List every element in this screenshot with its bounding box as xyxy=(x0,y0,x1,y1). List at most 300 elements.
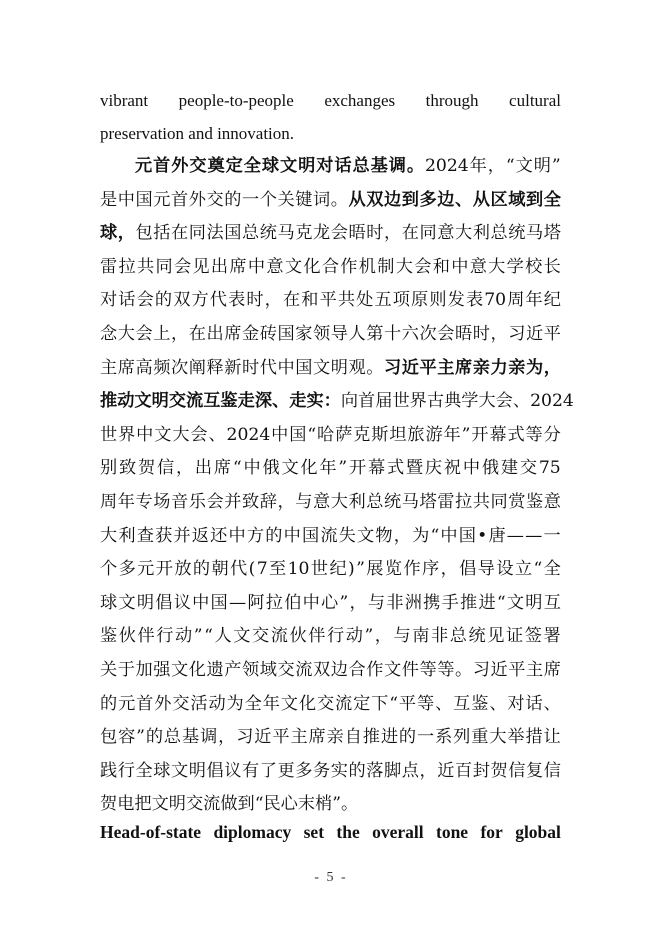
text-glyph: 文 xyxy=(171,660,189,680)
text-glyph: 是 xyxy=(100,189,118,210)
text-glyph: 大 xyxy=(455,223,473,244)
bold-glyph: 、 xyxy=(272,391,290,412)
text-glyph: 家 xyxy=(295,324,313,344)
text-glyph: 元 xyxy=(153,189,171,210)
text-glyph: 信 xyxy=(156,458,175,479)
text-glyph: 会 xyxy=(206,492,224,512)
text-glyph: 交 xyxy=(206,189,224,210)
text-glyph: 祝 xyxy=(443,458,462,479)
text-glyph: 时 xyxy=(366,223,384,244)
text-glyph: 关 xyxy=(277,189,295,210)
text-glyph: 一 xyxy=(543,525,561,546)
text-glyph: 全 xyxy=(543,559,561,580)
text-glyph: 交 xyxy=(316,693,335,714)
text-glyph: 双 xyxy=(173,290,191,311)
text-glyph: 鉴 xyxy=(471,693,489,714)
text-glyph: 马 xyxy=(526,223,544,244)
text-glyph: 国 xyxy=(458,525,476,546)
text-glyph: 2024 xyxy=(425,156,469,176)
text-glyph: 会 xyxy=(414,256,432,277)
bold-glyph: 近 xyxy=(401,357,419,378)
text-glyph: 马 xyxy=(277,223,295,244)
text-glyph: 系 xyxy=(435,727,453,748)
text-glyph: 话 xyxy=(525,693,543,714)
bold-glyph: 球 xyxy=(100,223,118,244)
text-glyph: 遗 xyxy=(206,660,224,680)
text-glyph: 出 xyxy=(194,458,213,479)
text-glyph: 幕 xyxy=(489,424,507,445)
text-glyph: 交 xyxy=(251,626,270,647)
text-glyph: 南 xyxy=(412,626,430,647)
bold-glyph: ： xyxy=(323,391,341,412)
text-glyph: 见 xyxy=(487,626,505,647)
text-glyph: 下 xyxy=(371,693,389,714)
text-glyph: 晤 xyxy=(348,223,366,244)
chinese-paragraph-line xyxy=(100,323,561,345)
text-glyph: 签 xyxy=(524,626,542,647)
text-glyph: 界 xyxy=(118,424,136,445)
text-glyph: 斯 xyxy=(371,424,389,445)
text-glyph: 推 xyxy=(362,727,380,748)
text-glyph: 举 xyxy=(507,727,525,748)
text-glyph: 平 xyxy=(543,324,561,344)
text-glyph: 六 xyxy=(401,324,419,344)
text-glyph: 年 xyxy=(443,424,461,445)
text-glyph: 意 xyxy=(437,223,455,244)
heading-word: for xyxy=(480,822,503,842)
text-glyph: 席 xyxy=(229,256,247,277)
text-glyph: 致 xyxy=(242,492,260,512)
text-glyph: 观 xyxy=(348,357,366,378)
text-glyph: 。 xyxy=(455,660,473,680)
text-glyph: 中 xyxy=(277,357,295,378)
text-glyph: 五 xyxy=(374,290,392,311)
text-glyph: 和 xyxy=(432,256,450,277)
text-glyph: 进 xyxy=(380,727,399,748)
text-glyph: 包 xyxy=(135,223,153,244)
text-glyph: 届 xyxy=(375,391,393,412)
text-glyph: 幕 xyxy=(367,458,386,479)
text-glyph: 项 xyxy=(392,290,410,311)
text-glyph: 署 xyxy=(543,626,561,647)
text-glyph: 游 xyxy=(425,424,443,445)
text-glyph: 互 xyxy=(453,693,471,714)
bold-glyph: 流 xyxy=(186,391,204,412)
text-glyph: 表 xyxy=(465,290,484,311)
text-glyph: 共 xyxy=(136,256,155,277)
text-glyph: 俄 xyxy=(262,458,280,479)
bold-glyph: 实 xyxy=(306,391,324,412)
text-glyph: 了 xyxy=(259,760,277,781)
text-glyph: “ xyxy=(430,525,440,546)
text-glyph: 世 xyxy=(310,559,329,580)
text-glyph: 开 xyxy=(348,458,367,479)
text-glyph: 上 xyxy=(153,324,171,344)
bold-glyph: 元 xyxy=(135,156,153,176)
body-text: 贺电把文明交流做到“民心末梢”。 xyxy=(100,794,359,815)
text-glyph: 中 xyxy=(451,256,469,277)
text-glyph: 共 xyxy=(472,492,490,512)
text-glyph: 国 xyxy=(210,592,228,613)
bold-glyph: 走 xyxy=(237,391,255,412)
text-glyph: 信 xyxy=(508,760,526,781)
text-glyph: 主 xyxy=(290,727,308,748)
text-glyph: 机 xyxy=(358,256,376,277)
bold-glyph: 明 xyxy=(298,156,316,176)
text-glyph: 总 xyxy=(242,223,260,244)
text-glyph: 文 xyxy=(280,693,298,714)
text-glyph: 大 xyxy=(117,324,135,344)
text-glyph: 让 xyxy=(543,727,561,748)
text-glyph: 代 xyxy=(230,559,248,580)
text-glyph: 鉴 xyxy=(526,492,544,512)
text-glyph: 克 xyxy=(295,223,313,244)
text-glyph: 伴 xyxy=(308,626,326,647)
text-glyph: 人 xyxy=(348,324,366,344)
text-glyph: 文 xyxy=(171,760,189,781)
text-glyph: 措 xyxy=(525,727,543,748)
text-glyph: 流 xyxy=(270,626,288,647)
chinese-paragraph-line xyxy=(100,760,561,782)
text-glyph: 一 xyxy=(417,727,435,748)
text-glyph: 向 xyxy=(340,391,359,412)
text-glyph: 会 xyxy=(136,290,154,311)
text-glyph: 列 xyxy=(453,727,471,748)
text-glyph: 意 xyxy=(543,492,561,512)
text-glyph: 会 xyxy=(437,324,455,344)
chinese-paragraph-line xyxy=(100,189,561,211)
text-glyph: 括 xyxy=(153,223,171,244)
bold-glyph: 交 xyxy=(189,156,207,176)
text-glyph: 至 xyxy=(269,559,287,580)
bold-glyph: 习 xyxy=(384,357,402,378)
text-glyph: 马 xyxy=(401,492,419,512)
text-glyph: 交 xyxy=(277,660,295,680)
text-glyph: 2024 xyxy=(530,391,574,412)
text-glyph: 倡 xyxy=(155,592,173,613)
text-glyph: 的 xyxy=(224,189,242,210)
text-glyph: 学 xyxy=(506,256,524,277)
text-glyph: 文 xyxy=(233,626,251,647)
text-glyph: 个 xyxy=(259,189,277,210)
text-glyph: 信 xyxy=(543,760,561,781)
text-glyph: 洲 xyxy=(404,592,422,613)
english-word: cultural xyxy=(509,91,561,110)
text-glyph: 界 xyxy=(409,391,427,412)
text-glyph: 文 xyxy=(384,660,402,680)
text-glyph: 首 xyxy=(358,391,376,412)
text-glyph: 贺 xyxy=(137,458,156,479)
text-glyph: 对 xyxy=(100,290,118,311)
text-glyph: 10 xyxy=(287,559,310,580)
bold-glyph: 边 xyxy=(437,189,455,210)
text-glyph: 习 xyxy=(508,324,526,344)
text-glyph: 主 xyxy=(526,660,544,680)
text-glyph: 文 xyxy=(313,357,331,378)
bold-glyph: ， xyxy=(117,223,135,244)
bold-glyph: 全 xyxy=(243,156,261,176)
text-glyph: 国 xyxy=(295,357,313,378)
chinese-paragraph-line xyxy=(100,793,561,815)
text-glyph: 有 xyxy=(242,760,260,781)
bold-glyph: 席 xyxy=(455,357,473,378)
text-glyph: 非 xyxy=(431,626,449,647)
text-glyph: 处 xyxy=(356,290,374,311)
text-glyph: 同 xyxy=(155,256,173,277)
text-glyph: 晤 xyxy=(455,324,473,344)
english-heading-line xyxy=(100,821,561,843)
text-glyph: 70 xyxy=(484,290,507,311)
text-glyph: 复 xyxy=(526,760,544,781)
text-glyph: 倡 xyxy=(206,760,224,781)
text-glyph: ， xyxy=(440,559,458,580)
text-glyph: 纪 xyxy=(329,559,347,580)
text-glyph: 一 xyxy=(242,189,260,210)
bold-glyph: 亲 xyxy=(508,357,526,378)
text-glyph: 表 xyxy=(228,290,246,311)
text-glyph: 大 xyxy=(100,525,118,546)
text-glyph: 行 xyxy=(156,626,174,647)
text-glyph: 俄 xyxy=(481,458,500,479)
chinese-paragraph-line xyxy=(100,693,561,715)
chinese-paragraph-line xyxy=(100,525,561,547)
text-glyph: 失 xyxy=(338,525,356,546)
heading-word: Head-of-state xyxy=(100,822,202,842)
text-glyph: 出 xyxy=(206,324,224,344)
text-glyph: 席 xyxy=(224,324,242,344)
text-glyph: 习 xyxy=(236,727,254,748)
text-glyph: 明 xyxy=(525,592,543,613)
text-glyph: 。 xyxy=(330,189,348,210)
text-glyph: 行 xyxy=(326,626,345,647)
text-glyph: 包 xyxy=(100,727,118,748)
text-glyph: 平 xyxy=(272,727,290,748)
bold-glyph: 话 xyxy=(334,156,352,176)
text-glyph: 词 xyxy=(313,189,331,210)
text-glyph: 大 xyxy=(489,727,507,748)
text-glyph: ， xyxy=(218,727,236,748)
text-glyph: 致 xyxy=(118,458,137,479)
text-glyph: 脚 xyxy=(384,760,402,781)
text-glyph: 行 xyxy=(117,760,135,781)
text-glyph: 在 xyxy=(401,223,419,244)
text-glyph: 文 xyxy=(154,424,172,445)
text-glyph: 伙 xyxy=(118,626,136,647)
text-glyph: 年 xyxy=(117,492,135,512)
text-glyph: 统 xyxy=(468,626,486,647)
text-glyph: 会 xyxy=(135,324,153,344)
text-glyph: 意 xyxy=(266,256,284,277)
text-glyph: 作 xyxy=(403,559,421,580)
text-glyph: 边 xyxy=(330,660,348,680)
text-glyph: 中 xyxy=(192,592,210,613)
text-glyph: 百 xyxy=(455,760,473,781)
text-glyph: ， xyxy=(490,324,508,344)
text-glyph: 周 xyxy=(507,290,525,311)
text-glyph: 并 xyxy=(224,492,242,512)
text-glyph: 明 xyxy=(188,760,206,781)
text-glyph: 容 xyxy=(118,727,136,748)
text-glyph: 分 xyxy=(543,424,561,445)
text-glyph: 明 xyxy=(136,592,155,613)
text-glyph: 与 xyxy=(393,626,411,647)
text-glyph: 、 xyxy=(489,693,507,714)
bold-glyph: 外 xyxy=(171,156,189,176)
text-glyph: 统 xyxy=(508,223,526,244)
text-glyph: 法 xyxy=(206,223,224,244)
heading-word: tone xyxy=(436,822,469,842)
text-glyph: 会 xyxy=(330,223,348,244)
text-glyph: 作 xyxy=(340,256,358,277)
text-glyph: — xyxy=(228,592,247,613)
text-glyph: 75 xyxy=(538,458,561,479)
text-glyph: 十 xyxy=(384,324,402,344)
text-glyph: 领 xyxy=(313,324,331,344)
text-glyph: 利 xyxy=(348,492,366,512)
text-glyph: 动 xyxy=(175,626,193,647)
text-glyph: “ xyxy=(505,156,515,176)
text-glyph: 同 xyxy=(490,492,508,512)
text-glyph: 贺 xyxy=(490,760,508,781)
text-glyph: 平 xyxy=(319,290,337,311)
text-glyph: 国 xyxy=(301,525,320,546)
text-glyph: 长 xyxy=(543,256,561,277)
bold-glyph: 文 xyxy=(280,156,298,176)
heading-word: diplomacy xyxy=(213,822,292,842)
text-glyph: 倡 xyxy=(459,559,477,580)
text-glyph: 个 xyxy=(100,559,118,580)
text-glyph: 场 xyxy=(153,492,171,512)
text-glyph: 动 xyxy=(208,693,226,714)
text-glyph: 席 xyxy=(308,727,326,748)
page-number: - 5 - xyxy=(314,870,348,885)
bold-glyph: 基 xyxy=(370,156,388,176)
text-glyph: 意 xyxy=(313,492,331,512)
text-glyph: 方 xyxy=(246,525,265,546)
text-glyph: 总 xyxy=(490,223,508,244)
text-glyph: 为 xyxy=(412,525,430,546)
text-glyph: 化 xyxy=(303,256,321,277)
bold-glyph: 亲 xyxy=(472,357,490,378)
text-glyph: 专 xyxy=(135,492,153,512)
text-glyph: 会 xyxy=(190,424,208,445)
text-glyph: ， xyxy=(393,525,411,546)
text-glyph: ， xyxy=(374,626,392,647)
text-glyph: — xyxy=(506,525,524,546)
text-glyph: ” xyxy=(551,156,561,176)
text-glyph: 并 xyxy=(173,525,191,546)
text-glyph: 等 xyxy=(417,693,435,714)
text-glyph: 封 xyxy=(472,760,490,781)
text-glyph: ( xyxy=(248,559,256,580)
text-glyph: 暨 xyxy=(405,458,424,479)
text-glyph: 近 xyxy=(254,727,272,748)
bold-glyph: 对 xyxy=(316,156,334,176)
text-glyph: 流 xyxy=(320,525,338,546)
text-glyph: ， xyxy=(384,223,402,244)
bold-glyph: 全 xyxy=(543,189,561,210)
text-glyph: 明 xyxy=(330,357,348,378)
text-glyph: 总 xyxy=(449,626,467,647)
text-glyph: 世 xyxy=(392,391,410,412)
text-glyph: 多 xyxy=(118,559,136,580)
text-glyph: 证 xyxy=(506,626,524,647)
text-glyph: 辞 xyxy=(259,492,277,512)
text-glyph: 时 xyxy=(242,357,260,378)
heading-word: set xyxy=(303,822,325,842)
text-glyph: 2024 xyxy=(226,424,271,445)
text-glyph: 同 xyxy=(188,223,206,244)
text-glyph: 音 xyxy=(171,492,189,512)
bold-glyph: 定 xyxy=(225,156,243,176)
chinese-paragraph-line xyxy=(100,222,561,244)
text-glyph: 。 xyxy=(366,357,384,378)
text-glyph: 大 xyxy=(478,391,496,412)
english-paragraph-line-1 xyxy=(100,91,561,111)
text-glyph: 话 xyxy=(118,290,136,311)
text-glyph: 朝 xyxy=(211,559,229,580)
text-glyph: 践 xyxy=(100,760,118,781)
text-glyph: 首 xyxy=(171,189,189,210)
text-glyph: 域 xyxy=(259,660,277,680)
bold-glyph: 区 xyxy=(490,189,508,210)
text-glyph: 文 xyxy=(506,592,525,613)
text-glyph: 务 xyxy=(313,760,331,781)
text-glyph: 大 xyxy=(330,492,348,512)
text-glyph: 校 xyxy=(525,256,543,277)
bold-glyph: 奠 xyxy=(207,156,225,176)
text-glyph: 则 xyxy=(429,290,447,311)
text-glyph: 雷 xyxy=(437,492,455,512)
text-glyph: 化 xyxy=(298,693,317,714)
text-glyph: 的 xyxy=(398,727,417,748)
text-glyph: 获 xyxy=(155,525,173,546)
text-glyph: 周 xyxy=(100,492,118,512)
text-glyph: 中 xyxy=(302,592,320,613)
text-glyph: 大 xyxy=(395,256,413,277)
text-glyph: 别 xyxy=(100,458,118,479)
chinese-paragraph-line xyxy=(100,390,574,412)
text-glyph: 对 xyxy=(507,693,525,714)
text-glyph: “ xyxy=(389,693,399,714)
text-glyph: 键 xyxy=(295,189,313,210)
text-glyph: 球 xyxy=(100,592,118,613)
text-glyph: 塔 xyxy=(543,223,561,244)
text-glyph: 年 xyxy=(525,290,543,311)
bold-glyph: 平 xyxy=(419,357,437,378)
text-glyph: 在 xyxy=(171,223,189,244)
chinese-paragraph-line xyxy=(100,592,561,614)
text-glyph: ， xyxy=(264,290,282,311)
text-glyph: 首 xyxy=(136,693,154,714)
text-glyph: 设 xyxy=(496,559,514,580)
text-glyph: “ xyxy=(496,592,506,613)
heading-word: the xyxy=(336,822,360,842)
bold-glyph: ， xyxy=(543,357,561,378)
text-glyph: • xyxy=(477,525,488,546)
text-glyph: ” xyxy=(356,559,365,580)
bold-glyph: 。 xyxy=(406,156,425,176)
bold-glyph: 力 xyxy=(490,357,508,378)
text-glyph: 龙 xyxy=(313,223,331,244)
bold-glyph: 双 xyxy=(366,189,384,210)
text-glyph: 国 xyxy=(135,189,153,210)
text-glyph: 关 xyxy=(100,660,118,680)
text-glyph: 全 xyxy=(135,760,153,781)
text-glyph: 时 xyxy=(246,290,264,311)
text-glyph: 于 xyxy=(117,660,135,680)
chinese-paragraph-line xyxy=(100,457,561,479)
